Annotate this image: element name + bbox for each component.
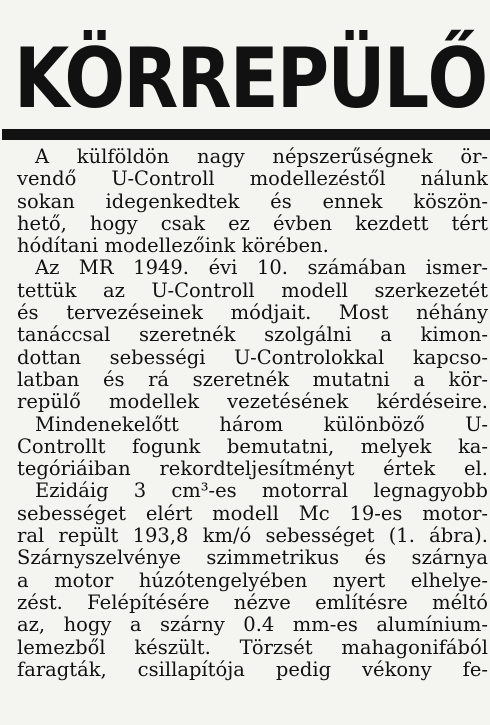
text-line: repülő modellek vezetésének kérdéseire.: [17, 391, 488, 414]
text-line: dottan sebességi U-Controlokkal kapcso-: [17, 346, 488, 369]
text-line: zést. Felépítésére nézve említésre méltó: [17, 591, 488, 614]
text-line: tettük az U-Controll modell szerkezetét: [17, 279, 488, 302]
text-line: A külföldön nagy népszerűségnek ör-: [35, 146, 488, 168]
text-line: lemezből készült. Törzsét mahagonifából: [17, 636, 488, 659]
text-line: hódítani modellezőink körében.: [17, 235, 329, 258]
title-rule: [2, 129, 490, 140]
text-line: és tervezéseinek módjait. Most néhány: [17, 302, 488, 325]
text-line: ral repült 193,8 km/ó sebességet (1. ábra).: [17, 525, 488, 548]
text-line: Controllt fogunk bemutatni, melyek ka-: [17, 435, 488, 458]
text-line: vendő U-Controll modellezéstől nálunk: [17, 168, 488, 191]
text-line: Szárnyszelvénye szimmetrikus és szárnya: [17, 547, 488, 570]
text-line: sokan idegenkedtek és ennek köszön-: [17, 190, 488, 213]
text-line: latban és rá szeretnék mutatni a kör-: [17, 368, 488, 391]
text-line: a motor húzótengelyében nyert elhelye-: [17, 569, 488, 592]
text-line: hető, hogy csak ez évben kezdett tért: [17, 212, 488, 235]
text-line: Mindenekelőtt három különböző U-: [35, 413, 488, 436]
article-title: KÖRREPÜLŐ: [14, 30, 487, 127]
article-body: [17, 146, 488, 681]
text-line: sebességet elért modell Mc 19-es motor-: [17, 502, 488, 525]
text-line: Ezidáig 3 cm³-es motorral legnagyobb: [35, 480, 488, 503]
text-line: Az MR 1949. évi 10. számában ismer-: [35, 257, 488, 280]
text-line: tegóriáiban rekordteljesítményt értek el.: [17, 458, 488, 481]
text-line: az, hogy a szárny 0.4 mm-es alumínium-: [17, 614, 488, 637]
text-line: faragták, csillapítója pedig vékony fe-: [17, 658, 488, 681]
text-line: tanáccsal szeretnék szolgálni a kimon-: [17, 324, 488, 347]
